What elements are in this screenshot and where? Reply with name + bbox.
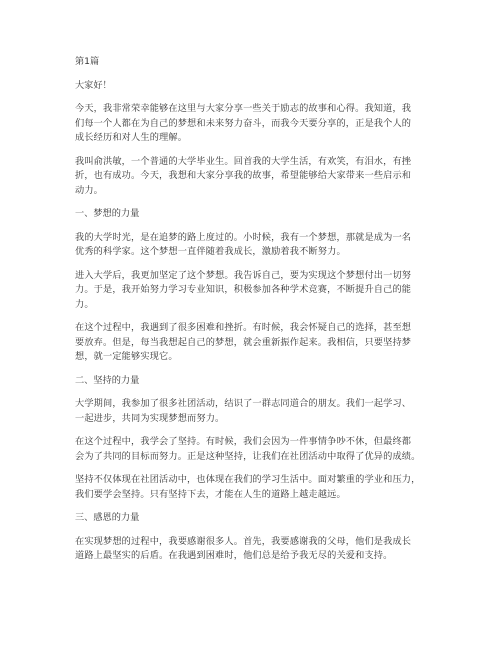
greeting: 大家好！ bbox=[75, 79, 112, 91]
paragraph-line: 在这个过程中，我遇到了很多困难和挫折。有时候，我会怀疑自己的选择，甚至想 bbox=[75, 322, 412, 333]
paragraph-line: 会为了共同的目标而努力。正是这种坚持，让我们在社团活动中取得了优异的成绩。 bbox=[75, 450, 421, 462]
section-heading-dream: 一、梦想的力量 bbox=[75, 208, 140, 219]
paragraph-line: 优秀的科学家。这个梦想一直伴随着我成长，激励着我不断努力。 bbox=[75, 246, 346, 257]
paragraph-line: 力。 bbox=[75, 298, 94, 310]
paragraph-line: 道路上最坚实的后盾。在我遇到困难时，他们总是给予我无尽的关爱和支持。 bbox=[75, 550, 393, 561]
paragraph-line: 成长经历和对人生的理解。 bbox=[75, 132, 188, 143]
paragraph-line: 坚持不仅体现在社团活动中，也体现在我们的学习生活中。面对繁重的学业和压力， bbox=[75, 474, 421, 485]
paragraph-line: 力。于是，我开始努力学习专业知识，积极参加各种学术竞赛，不断提升自己的能 bbox=[75, 284, 412, 295]
section-heading-persistence: 二、坚持的力量 bbox=[75, 374, 140, 386]
paragraph-intro bbox=[75, 102, 437, 146]
paragraph-line: 我叫俞洪敏，一个普通的大学毕业生。回首我的大学生活，有欢笑，有泪水，有挫 bbox=[75, 155, 412, 167]
paragraph-line: 在实现梦想的过程中，我要感谢很多人。首先，我要感谢我的父母，他们是我成长 bbox=[75, 535, 412, 547]
paragraph-line: 今天，我非常荣幸能够在这里与大家分享一些关于励志的故事和心得。我知道，我 bbox=[75, 103, 412, 114]
paragraph-line: 想，就一定能够实现它。 bbox=[75, 351, 178, 362]
paragraph-line: 们每一个人都在为自己的梦想和未来努力奋斗，而我今天要分享的，正是我个人的 bbox=[75, 117, 412, 129]
paragraph-line: 动力。 bbox=[75, 184, 104, 196]
paragraph-dream-2 bbox=[75, 269, 437, 313]
paragraph-persistence-1 bbox=[75, 397, 437, 426]
paragraph-persistence-2 bbox=[75, 435, 437, 464]
paragraph-persistence-3 bbox=[75, 473, 437, 502]
document-title: 第1篇 bbox=[75, 56, 100, 67]
paragraph-line: 一起进步，共同为实现梦想而努力。 bbox=[75, 412, 225, 424]
paragraph-self-intro bbox=[75, 155, 437, 199]
paragraph-gratitude-1 bbox=[75, 535, 437, 564]
paragraph-dream-1 bbox=[75, 231, 437, 260]
paragraph-line: 折，也有成功。今天，我想和大家分享我的故事，希望能够给大家带来一些启示和 bbox=[75, 170, 412, 181]
paragraph-line: 我的大学时光，是在追梦的路上度过的。小时候，我有一个梦想，那就是成为一名 bbox=[75, 231, 412, 243]
paragraph-line: 进入大学后，我更加坚定了这个梦想。我告诉自己，要为实现这个梦想付出一切努 bbox=[75, 269, 412, 281]
section-heading-gratitude: 三、感恩的力量 bbox=[75, 512, 140, 523]
paragraph-line: 我们要学会坚持。只有坚持下去，才能在人生的道路上越走越远。 bbox=[75, 488, 346, 500]
paragraph-line: 大学期间，我参加了很多社团活动，结识了一群志同道合的朋友。我们一起学习、 bbox=[75, 398, 412, 409]
paragraph-dream-3 bbox=[75, 321, 437, 365]
paragraph-line: 在这个过程中，我学会了坚持。有时候，我们会因为一件事情争吵不休，但最终都 bbox=[75, 436, 412, 447]
paragraph-line: 要放弃。但是，每当我想起自己的梦想，就会重新振作起来。我相信，只要坚持梦 bbox=[75, 336, 412, 348]
document-content bbox=[75, 55, 437, 573]
